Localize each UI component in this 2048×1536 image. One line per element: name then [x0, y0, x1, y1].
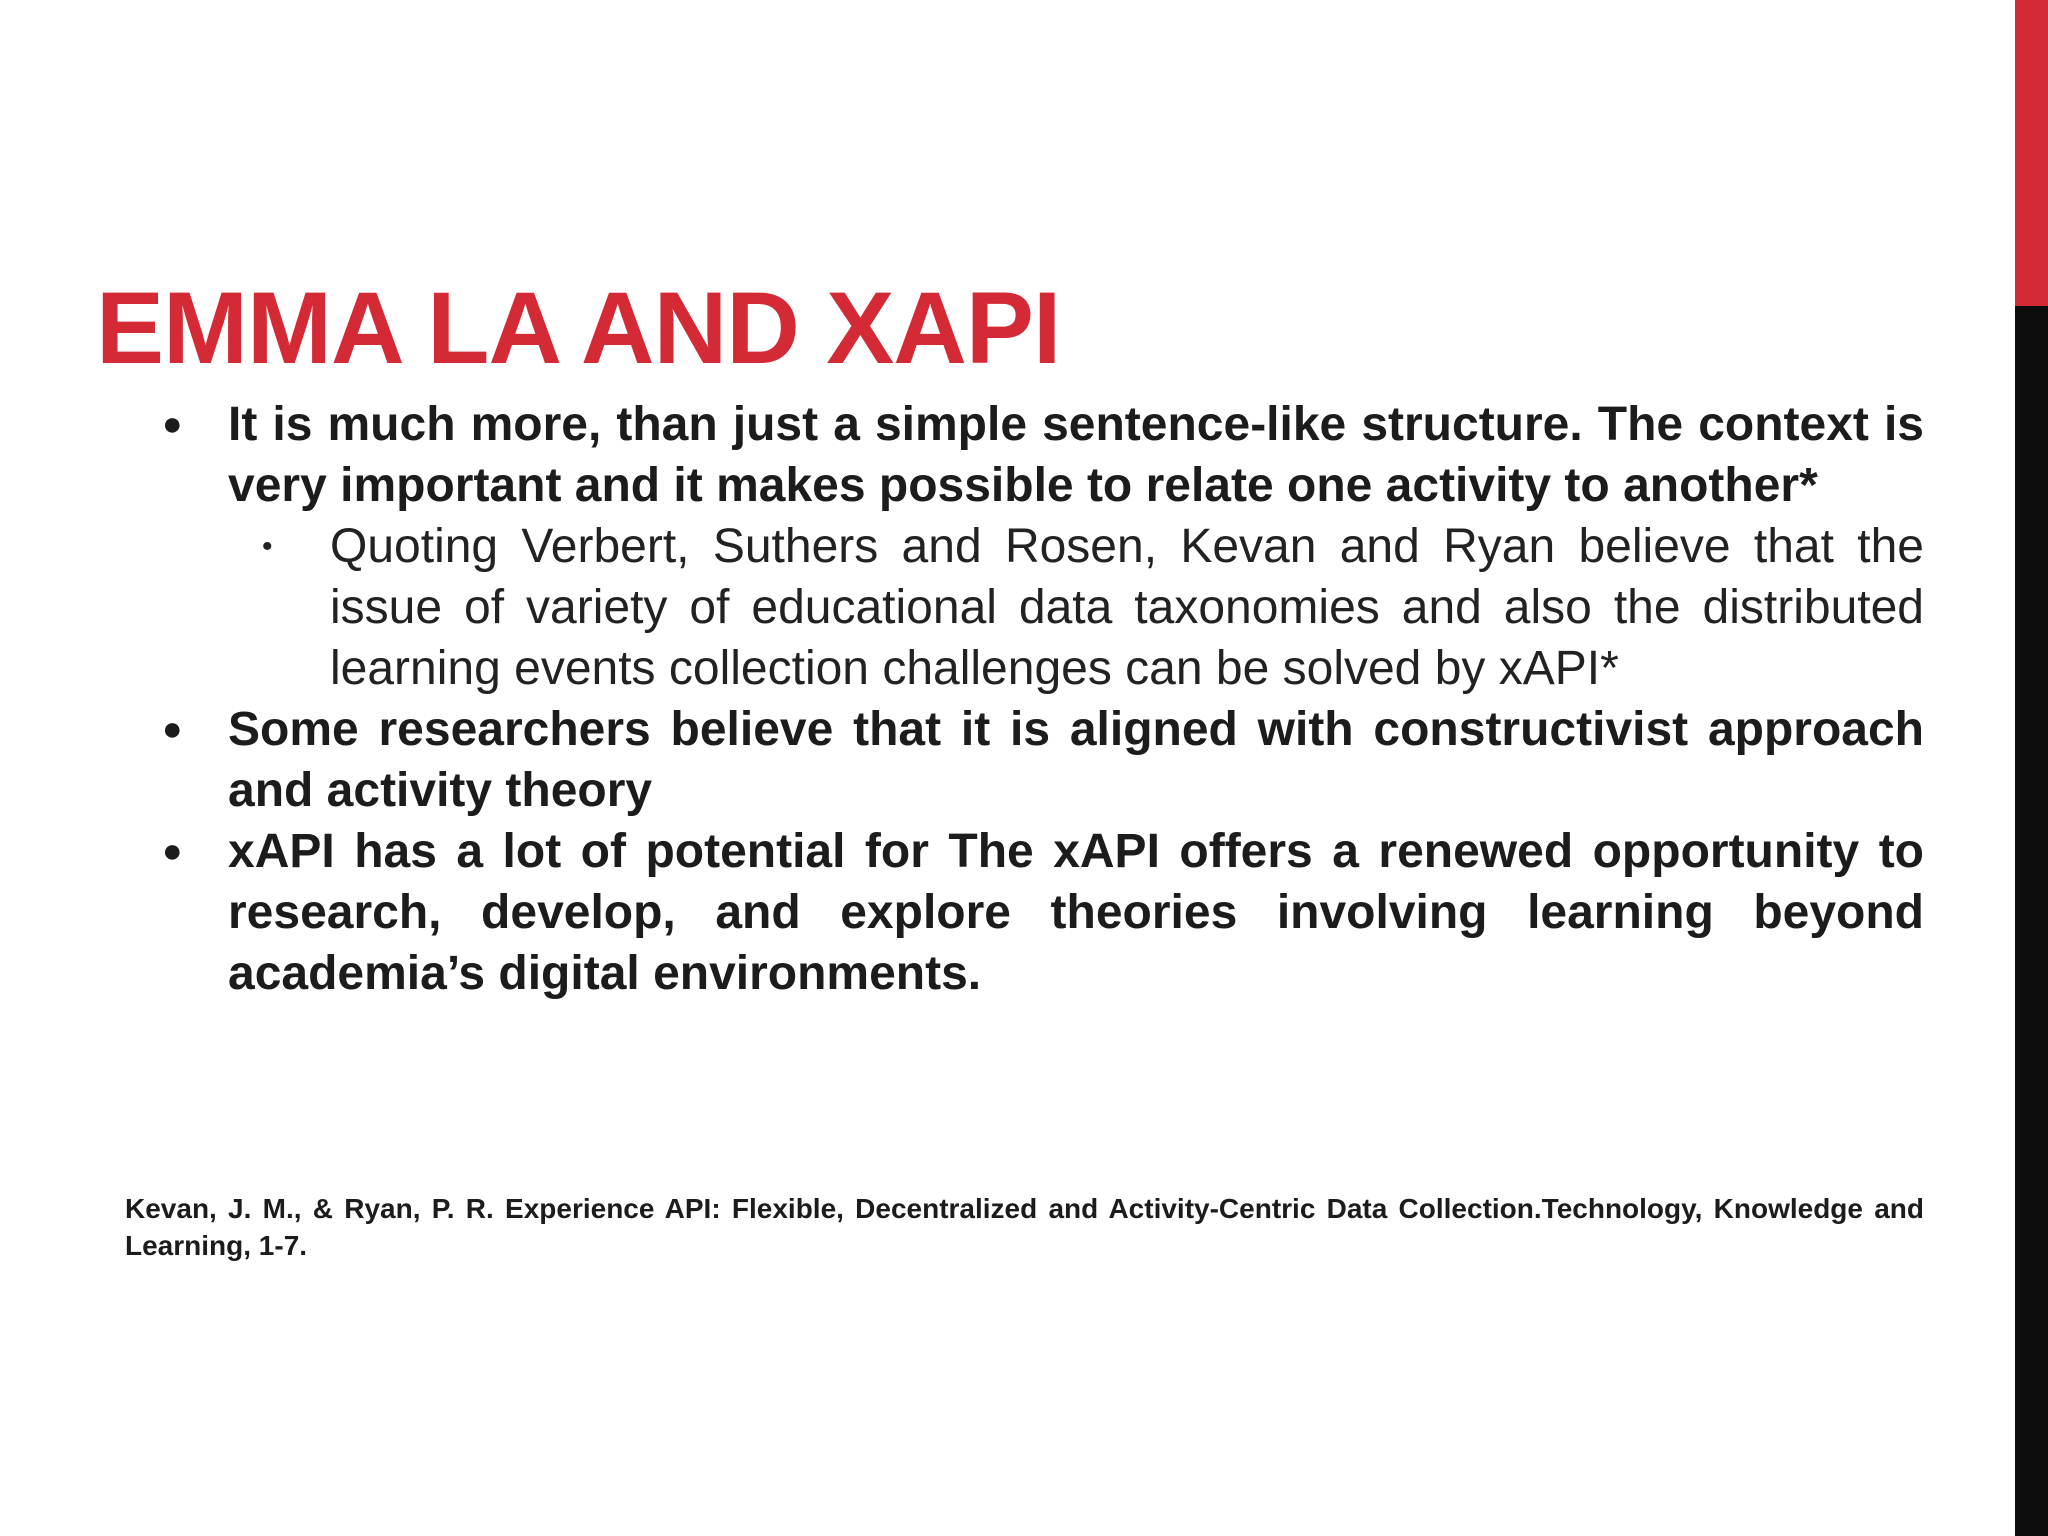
slide-title: EMMA LA AND XAPI: [96, 271, 1061, 385]
accent-bar-dark: [2015, 306, 2048, 1536]
bullet-item: [96, 699, 1924, 821]
bullet-text: xAPI has a lot of potential for The xAPI offers a renewed opportunity to research, develop, and explore theories involving learning beyond academia’s digital environments.: [228, 825, 1924, 1000]
sub-bullet-item: [96, 516, 1924, 699]
bullet-marker: ●: [162, 405, 183, 443]
bullet-item: [96, 821, 1924, 1004]
sub-bullet-text: Quoting Verbert, Suthers and Rosen, Kevan and Ryan believe that the issue of variety of educational data taxonomies and also the distributed learning events collection challenges can be solved by xAPI*: [330, 520, 1924, 695]
bullet-marker: ●: [162, 710, 183, 748]
bullet-marker: ●: [162, 832, 183, 870]
bullet-item: [96, 394, 1924, 516]
accent-bar-red: [2015, 0, 2048, 306]
bullet-text: It is much more, than just a simple sentence-like structure. The context is very important and it makes possible to relate one activity to another*: [228, 398, 1924, 512]
reference-citation: Kevan, J. M., & Ryan, P. R. Experience API: Flexible, Decentralized and Activity-Centric Data Collection.Technology, Knowledge and Learning, 1-7.: [125, 1193, 1924, 1261]
sub-bullet-marker: •: [262, 530, 273, 563]
bullet-text: Some researchers believe that it is aligned with constructivist approach and activity theory: [228, 703, 1924, 817]
slide-content: [96, 394, 1924, 1004]
